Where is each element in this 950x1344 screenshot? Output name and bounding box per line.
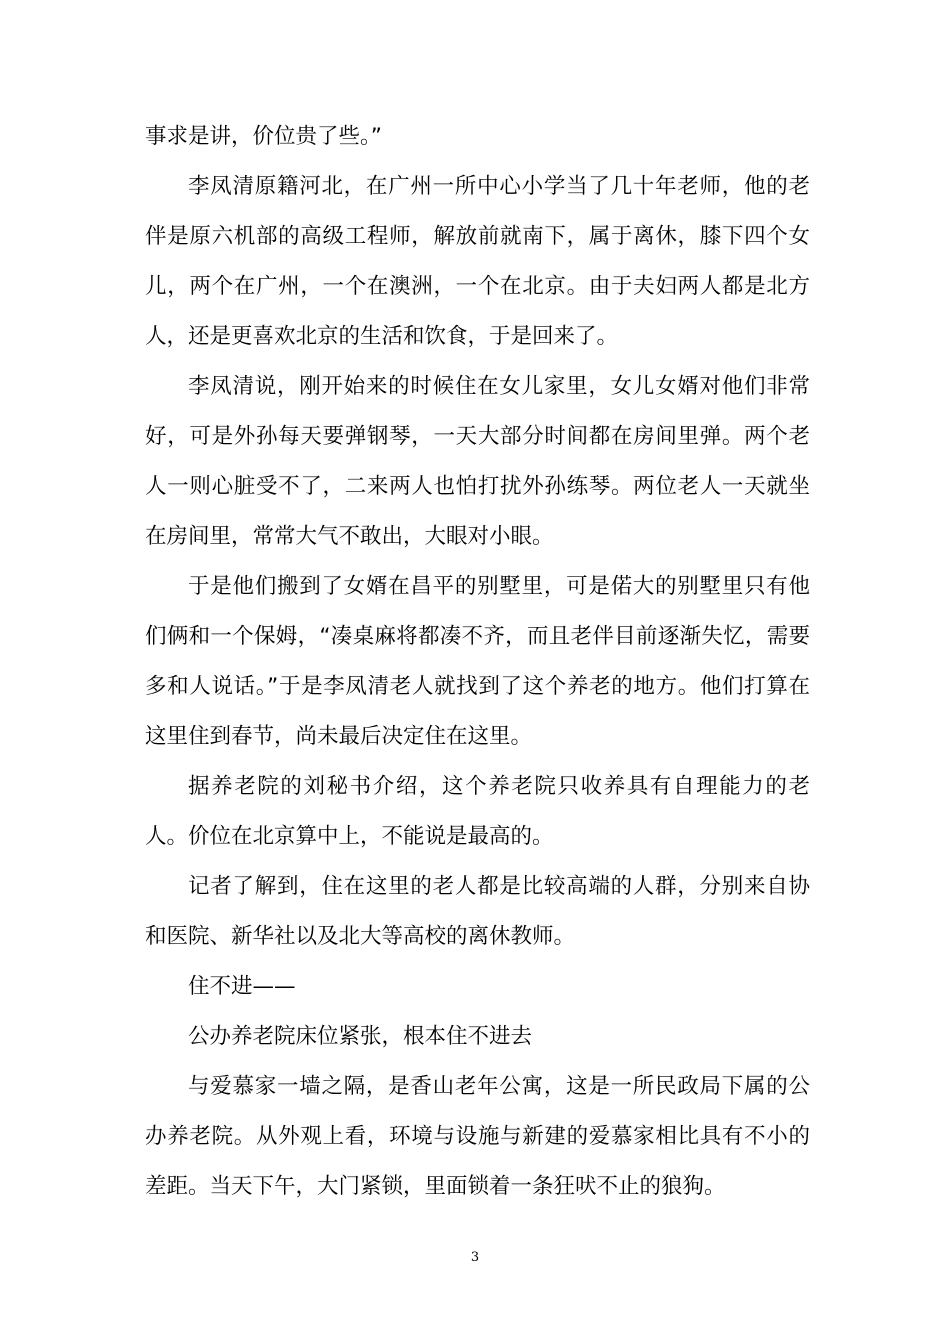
paragraph: 李凤清原籍河北，在广州一所中心小学当了几十年老师，他的老伴是原六机部的高级工程师，解放前就南下，属于离休，膝下四个女儿，两个在广州，一个在澳洲，一个在北京。由于夫妇两人都是北方人，还是更喜欢北京的生活和饮食，于是回来了。 <box>145 174 810 349</box>
section-heading: 住不进—— <box>188 974 296 999</box>
paragraph-continuation: 事求是讲，价位贵了些。” <box>145 124 382 149</box>
document-body <box>145 112 810 1212</box>
paragraph: 记者了解到，住在这里的老人都是比较高端的人群，分别来自协和医院、新华社以及北大等高校的离休教师。 <box>145 874 810 949</box>
paragraph: 与爱慕家一墙之隔，是香山老年公寓，这是一所民政局下属的公办养老院。从外观上看，环境与设施与新建的爱慕家相比具有不小的差距。当天下午，大门紧锁，里面锁着一条狂吠不止的狼狗。 <box>145 1074 810 1199</box>
paragraph: 据养老院的刘秘书介绍，这个养老院只收养具有自理能力的老人。价位在北京算中上，不能说是最高的。 <box>145 774 810 849</box>
paragraph: 李凤清说，刚开始来的时候住在女儿家里，女儿女婿对他们非常好，可是外孙每天要弹钢琴，一天大部分时间都在房间里弹。两个老人一则心脏受不了，二来两人也怕打扰外孙练琴。两位老人一天就坐在房间里，常常大气不敢出，大眼对小眼。 <box>145 374 810 549</box>
page-number: 3 <box>470 1250 480 1265</box>
paragraph: 于是他们搬到了女婿在昌平的别墅里，可是偌大的别墅里只有他们俩和一个保姆，“凑桌麻将都凑不齐，而且老伴目前逐渐失忆，需要多和人说话。”于是李凤清老人就找到了这个养老的地方。他们打算在这里住到春节，尚未最后决定住在这里。 <box>145 574 810 749</box>
section-subheading: 公办养老院床位紧张，根本住不进去 <box>188 1024 533 1049</box>
